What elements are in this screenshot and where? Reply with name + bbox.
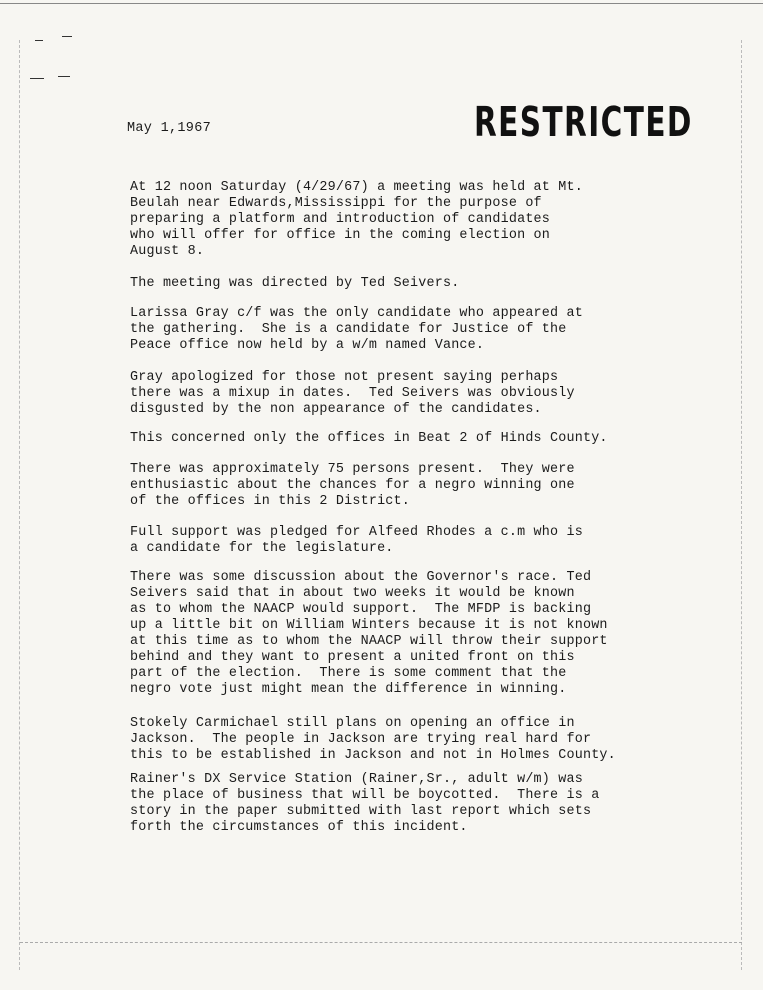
document-date: May 1,1967: [127, 121, 212, 136]
page-margin-left: [19, 40, 20, 970]
paragraph: Rainer's DX Service Station (Rainer,Sr., adult w/m) was the place of business that will be boycotted. There is a story in the paper submitted with last report which sets forth the circumstances of this incident.: [130, 772, 600, 835]
page-margin-bottom: [20, 942, 742, 943]
paragraph: Gray apologized for those not present saying perhaps there was a mixup in dates. Ted Seivers was obviously disgusted by the non appearance of the candidates.: [130, 370, 575, 417]
page-margin-right: [741, 40, 742, 970]
paragraph: This concerned only the offices in Beat 2 of Hinds County.: [130, 431, 608, 446]
paragraph: The meeting was directed by Ted Seivers.: [130, 276, 460, 291]
paragraph: There was approximately 75 persons present. They were enthusiastic about the chances for a negro winning one of the offices in this 2 District.: [130, 462, 575, 509]
scan-speck: [35, 40, 43, 41]
restricted-stamp: RESTRICTED: [474, 98, 693, 146]
scan-speck: [62, 36, 72, 37]
paragraph: There was some discussion about the Governor's race. Ted Seivers said that in about two weeks it would be known as to whom the NAACP would support. The MFDP is backing up a little bit on William Winters because it is not known at this time as to whom the NAACP will throw their support behind and they want to present a united front on this part of the election. There is some comment that the negro vote just might mean the difference in winning.: [130, 570, 608, 697]
scan-speck: [58, 76, 70, 77]
paragraph: Stokely Carmichael still plans on opening an office in Jackson. The people in Jackson are trying real hard for this to be established in Jackson and not in Holmes County.: [130, 716, 616, 763]
paragraph: At 12 noon Saturday (4/29/67) a meeting was held at Mt. Beulah near Edwards,Mississippi for the purpose of preparing a platform and introduction of candidates who will offer for office in the coming election on August 8.: [130, 180, 583, 259]
paragraph: Full support was pledged for Alfeed Rhodes a c.m who is a candidate for the legislature.: [130, 525, 583, 556]
paragraph: Larissa Gray c/f was the only candidate who appeared at the gathering. She is a candidate for Justice of the Peace office now held by a w/m named Vance.: [130, 306, 583, 353]
page-edge-top: [0, 3, 763, 4]
scan-speck: [30, 78, 44, 79]
